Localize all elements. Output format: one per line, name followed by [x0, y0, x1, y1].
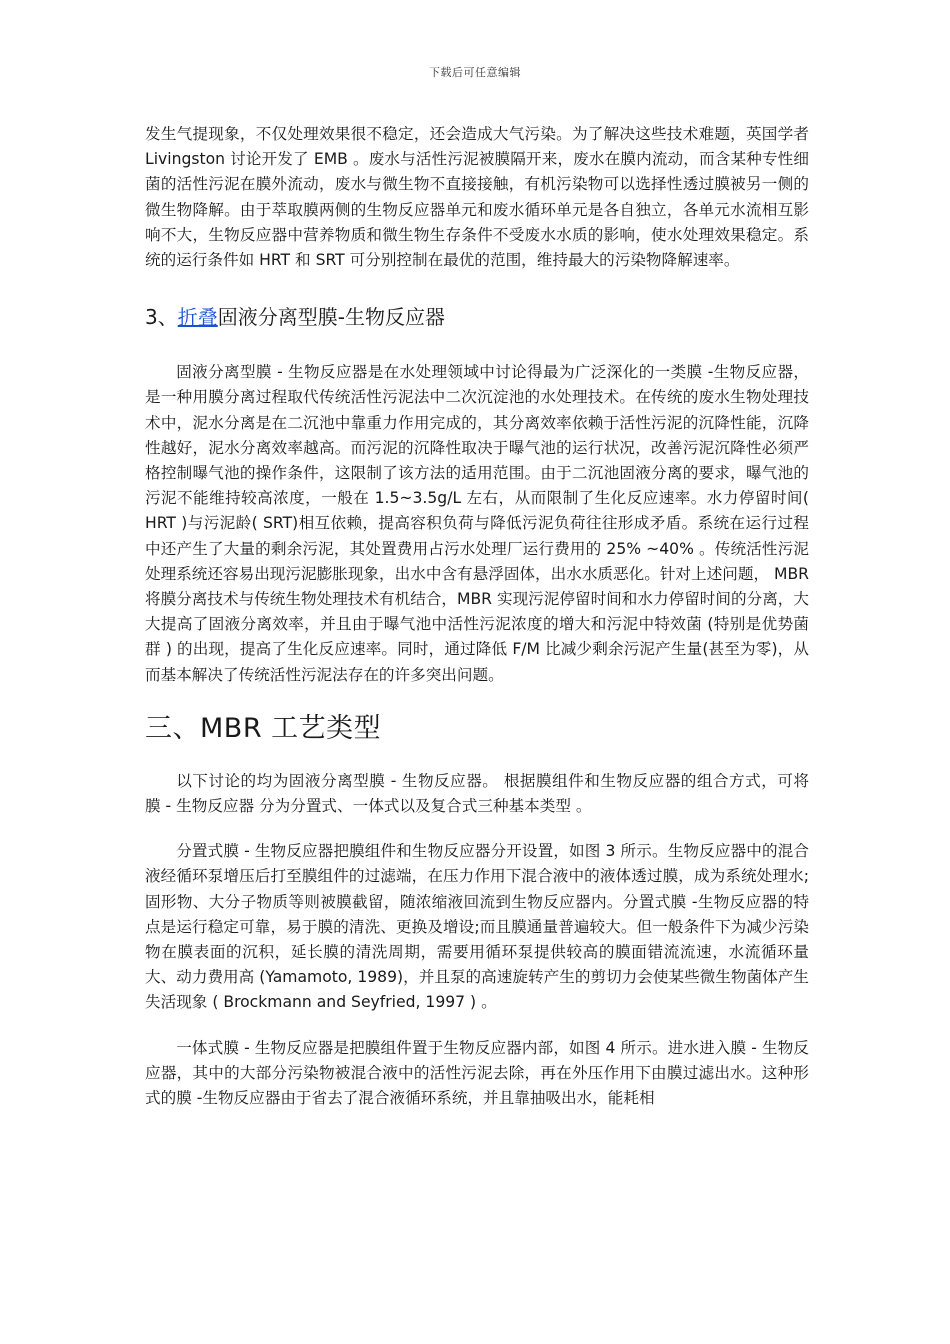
- chapter-heading: 三、MBR 工艺类型: [145, 712, 382, 744]
- paragraph-integrated-type: 一体式膜 - 生物反应器是把膜组件置于生物反应器内部，如图 4 所示。进水进入膜 - 生物反应器，其中的大部分污染物被混合液中的活性污泥去除，再在外压作用下由膜过滤出水。这种形式的膜 -生物反应器由于省去了混合液循环系统，并且靠抽吸出水，能耗相: [145, 1038, 809, 1108]
- section-title: 固液分离型膜-生物反应器: [217, 305, 445, 330]
- paragraph-intro-types: 以下讨论的均为固液分离型膜 - 生物反应器。 根据膜组件和生物反应器的组合方式，可将 膜 - 生物反应器 分为分置式、一体式以及复合式三种基本类型 。: [145, 771, 809, 816]
- paragraph-separate-type: 分置式膜 - 生物反应器把膜组件和生物反应器分开设置，如图 3 所示。生物反应器中的混合液经循环泵增压后打至膜组件的过滤端，在压力作用下混合液中的液体透过膜，成为系统处理水;固形物、大分子物质等则被膜截留，随浓缩液回流到生物反应器内。分置式膜 -生物反应器的特点是运行稳定可靠，易于膜的清洗、更换及增设;而且膜通量普遍较大。但一般条件下为减少污染物在膜表面的沉积，延长膜的清洗周期，需要用循环泵提供较高的膜面错流流速，水流循环量大、动力费用高 (Yamamoto, 1989)，并且泵的高速旋转产生的剪切力会使某些微生物菌体产生失活现象 ( Brockmann and Seyfried, 1997 ) 。: [145, 842, 809, 1012]
- section-heading-3: [145, 302, 809, 332]
- collapse-link[interactable]: 折叠: [177, 305, 218, 330]
- section-number: 3、: [145, 305, 178, 330]
- document-body: [145, 122, 809, 1111]
- page-header: 下载后可任意编辑: [429, 66, 521, 79]
- paragraph-solid-liquid: 固液分离型膜 - 生物反应器是在水处理领域中讨论得最为广泛深化的一类膜 -生物反应器，是一种用膜分离过程取代传统活性污泥法中二次沉淀池的水处理技术。在传统的废水生物处理技术中，泥水分离是在二沉池中靠重力作用完成的，其分离效率依赖于活性污泥的沉降性能，沉降性越好，泥水分离效率越高。而污泥的沉降性取决于曝气池的运行状况，改善污泥沉降性必须严格控制曝气池的操作条件，这限制了该方法的适用范围。由于二沉池固液分离的要求，曝气池的污泥不能维持较高浓度，一般在 1.5~3.5g/L 左右，从而限制了生化反应速率。水力停留时间( HRT )与污泥龄( SRT)相互依赖，提高容积负荷与降低污泥负荷往往形成矛盾。系统在运行过程中还产生了大量的剩余污泥，其处置费用占污水处理厂运行费用的 25% ~40% 。传统活性污泥处理系统还容易出现污泥膨胀现象，出水中含有悬浮固体，出水水质恶化。针对上述问题， MBR 将膜分离技术与传统生物处理技术有机结合，MBR 实现污泥停留时间和水力停留时间的分离，大大提高了固液分离效率，并且由于曝气池中活性污泥浓度的增大和污泥中特效菌 (特别是优势菌群 ) 的出现，提高了生化反应速率。同时，通过降低 F/M 比减少剩余污泥产生量(甚至为零)，从而基本解决了传统活性污泥法存在的许多突出问题。: [145, 363, 809, 684]
- paragraph-emb: 发生气提现象，不仅处理效果很不稳定，还会造成大气污染。为了解决这些技术难题，英国学者 Livingston 讨论开发了 EMB 。废水与活性污泥被膜隔开来，废水在膜内流动，而含某种专性细菌的活性污泥在膜外流动，废水与微生物不直接接触，有机污染物可以选择性透过膜被另一侧的微生物降解。由于萃取膜两侧的生物反应器单元和废水循环单元是各自独立，各单元水流相互影响不大，生物反应器中营养物质和微生物生存条件不受废水水质的影响，使水处理效果稳定。系统的运行条件如 HRT 和 SRT 可分别控制在最优的范围，维持最大的污染物降解速率。: [145, 125, 809, 270]
